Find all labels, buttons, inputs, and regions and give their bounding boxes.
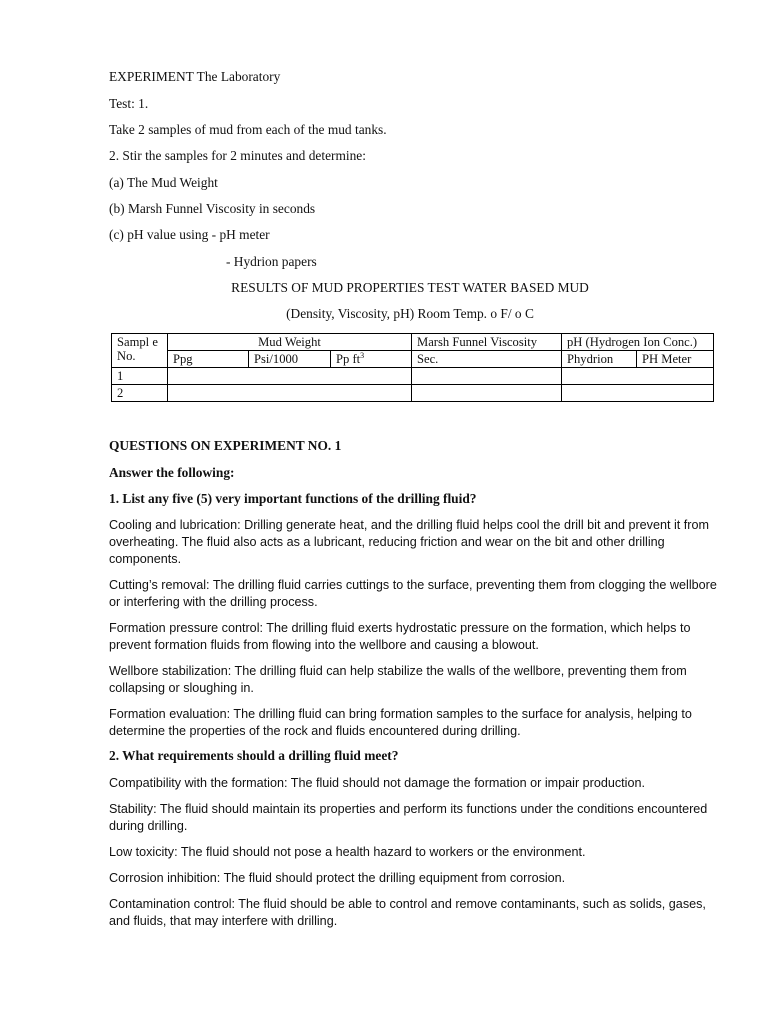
ppft-header	[331, 351, 412, 368]
test-label: Test: 1.	[109, 96, 149, 111]
procedure-item-c: (c) pH value using - pH meter	[109, 227, 270, 242]
answer-paragraph: Wellbore stabilization: The drilling fluid can help stabilize the walls of the wellbore, preventing them from collapsing or sloughing in.	[109, 664, 687, 695]
mud-properties-table	[111, 333, 714, 402]
mud-weight-cell	[168, 368, 412, 385]
procedure-step-1: Take 2 samples of mud from each of the mud tanks.	[109, 122, 387, 137]
procedure-item-c-hydrion: - Hydrion papers	[226, 254, 317, 269]
experiment-title: EXPERIMENT The Laboratory	[109, 69, 281, 84]
ph-meter-header: PH Meter	[637, 351, 714, 368]
sample-number: 1	[112, 368, 168, 385]
viscosity-cell	[412, 368, 562, 385]
procedure-step-2: 2. Stir the samples for 2 minutes and determine:	[109, 148, 366, 163]
question-1: 1. List any five (5) very important functions of the drilling fluid?	[109, 491, 477, 506]
ph-cell	[562, 368, 714, 385]
answer-instruction: Answer the following:	[109, 465, 235, 480]
table-row	[112, 368, 714, 385]
procedure-item-a: (a) The Mud Weight	[109, 175, 218, 190]
viscosity-header: Marsh Funnel Viscosity	[412, 334, 562, 351]
viscosity-cell	[412, 385, 562, 402]
sample-no-header: Sampl e No.	[112, 334, 168, 368]
answer-paragraph: Cutting’s removal: The drilling fluid carries cuttings to the surface, preventing them from clogging the wellbore or interfering with the drilling process.	[109, 578, 717, 609]
procedure-item-b: (b) Marsh Funnel Viscosity in seconds	[109, 201, 316, 216]
questions-heading: QUESTIONS ON EXPERIMENT NO. 1	[109, 438, 342, 453]
table-header-row	[112, 334, 714, 351]
ppft-superscript: 3	[360, 350, 365, 360]
answer-paragraph: Corrosion inhibition: The fluid should protect the drilling equipment from corrosion.	[109, 871, 566, 885]
answer-paragraph: Stability: The fluid should maintain its properties and perform its functions under the conditions encountered during drilling.	[109, 802, 708, 833]
answer-paragraph: Cooling and lubrication: Drilling generate heat, and the drilling fluid helps cool the drill bit and prevent it from overheating. The fluid also acts as a lubricant, reducing friction and wear on the bit and other drilling components.	[109, 518, 709, 566]
sample-number: 2	[112, 385, 168, 402]
mud-weight-cell	[168, 385, 412, 402]
answer-paragraph: Formation pressure control: The drilling fluid exerts hydrostatic pressure on the formation, which helps to prevent formation fluids from flowing into the wellbore and causing a blowout.	[109, 621, 691, 652]
results-subtitle: (Density, Viscosity, pH) Room Temp. o F/ o C	[286, 306, 534, 321]
answer-paragraph: Compatibility with the formation: The fluid should not damage the formation or impair production.	[109, 776, 645, 790]
sec-header: Sec.	[412, 351, 562, 368]
ph-header: pH (Hydrogen Ion Conc.)	[562, 334, 714, 351]
answer-paragraph: Low toxicity: The fluid should not pose a health hazard to workers or the environment.	[109, 845, 586, 859]
table-subheader-row	[112, 351, 714, 368]
mud-weight-header: Mud Weight	[168, 334, 412, 351]
ph-cell	[562, 385, 714, 402]
psi-header: Psi/1000	[249, 351, 331, 368]
table-row	[112, 385, 714, 402]
question-2: 2. What requirements should a drilling fluid meet?	[109, 748, 399, 763]
ppft-label: Pp ft	[336, 352, 361, 366]
phydrion-header: Phydrion	[562, 351, 637, 368]
results-title: RESULTS OF MUD PROPERTIES TEST WATER BASED MUD	[231, 280, 589, 295]
answer-paragraph: Formation evaluation: The drilling fluid can bring formation samples to the surface for analysis, helping to determine the properties of the rock and fluids encountered during drilling.	[109, 707, 692, 738]
answer-paragraph: Contamination control: The fluid should be able to control and remove contaminants, such as solids, gases, and fluids, that may interfere with drilling.	[109, 897, 706, 928]
ppg-header: Ppg	[168, 351, 249, 368]
